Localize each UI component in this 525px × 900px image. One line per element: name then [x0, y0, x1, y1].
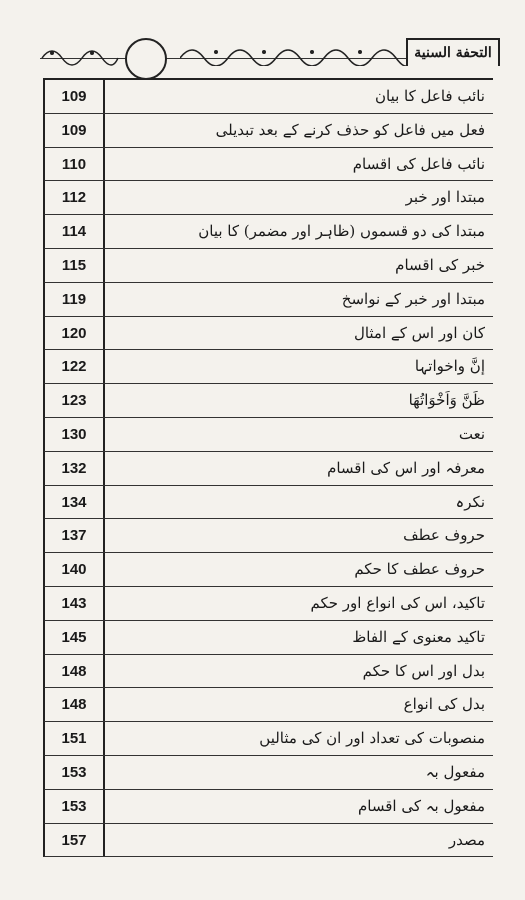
topic-title: حروف عطف کا حکم	[354, 560, 485, 579]
toc-row	[43, 587, 493, 621]
page-number: 157	[45, 824, 105, 857]
topic-title: مبتدا اور خبر	[405, 188, 485, 207]
toc-row	[43, 418, 493, 452]
page-number: 112	[45, 181, 105, 214]
toc-row	[43, 384, 493, 418]
topic-title: نکرہ	[455, 492, 485, 511]
topic-title: مصدر	[448, 830, 485, 849]
topic-title: ظَنَّ وَاَخْوَاتُهَا	[408, 391, 485, 410]
toc-row	[43, 756, 493, 790]
toc-row	[43, 553, 493, 587]
toc-row	[43, 452, 493, 486]
page-number: 151	[45, 722, 105, 755]
page-number: 137	[45, 519, 105, 552]
page-number: 115	[45, 249, 105, 282]
topic-title: بدل کی انواع	[403, 695, 485, 714]
topic-title: تاکید، اس کی انواع اور حکم	[310, 593, 485, 612]
ornament-scroll-icon	[180, 40, 410, 66]
ornament-left-icon	[40, 40, 120, 66]
toc-row	[43, 148, 493, 182]
toc-row	[43, 688, 493, 722]
toc-row	[43, 215, 493, 249]
topic-title: مفعول بہ کی اقسام	[358, 796, 485, 815]
toc-row	[43, 181, 493, 215]
topic-title: مفعول بہ	[425, 762, 485, 781]
topic-title: نائب فاعل کا بیان	[374, 87, 485, 105]
toc-row	[43, 519, 493, 553]
page-number: 119	[45, 283, 105, 316]
toc-row	[43, 655, 493, 689]
page-number: 122	[45, 350, 105, 383]
topic-title: مبتدا اور خبر کے نواسخ	[341, 289, 485, 308]
toc-row	[43, 486, 493, 520]
page-number: 140	[45, 553, 105, 586]
toc-row	[43, 249, 493, 283]
page-number: 123	[45, 384, 105, 417]
topic-title: مبتدا کی دو قسموں (ظاہر اور مضمر) کا بیان	[198, 222, 485, 241]
page-number: 120	[45, 317, 105, 350]
topic-title: معرفہ اور اس کی اقسام	[327, 458, 485, 477]
toc-row	[43, 283, 493, 317]
topic-title: خبر کی اقسام	[395, 255, 485, 274]
page-number: 143	[45, 587, 105, 620]
medallion-icon	[125, 38, 167, 80]
topic-title: فعل میں فاعل کو حذف کرنے کے بعد تبدیلی	[215, 120, 485, 139]
table-of-contents	[43, 78, 493, 857]
page-number: 114	[45, 215, 105, 248]
page-number: 130	[45, 418, 105, 451]
topic-title: نائب فاعل کی اقسام	[352, 154, 485, 173]
toc-row	[43, 790, 493, 824]
page-number: 109	[45, 114, 105, 147]
toc-row	[43, 80, 493, 114]
page-number: 110	[45, 148, 105, 181]
topic-title: نعت	[458, 424, 485, 443]
toc-row	[43, 317, 493, 351]
topic-title: تاکید معنوی کے الفاظ	[352, 627, 485, 646]
toc-row	[43, 824, 493, 858]
toc-row	[43, 350, 493, 384]
page-number: 148	[45, 688, 105, 721]
page-number: 145	[45, 621, 105, 654]
page-number: 132	[45, 452, 105, 485]
header-title: التحفة السنية	[406, 38, 500, 66]
toc-row	[43, 722, 493, 756]
page-number: 148	[45, 655, 105, 688]
page-number: 134	[45, 486, 105, 519]
topic-title: منصوبات کی تعداد اور ان کی مثالیں	[259, 729, 485, 748]
page-number: 153	[45, 790, 105, 823]
page-header	[40, 38, 500, 68]
page-number: 153	[45, 756, 105, 789]
toc-row	[43, 114, 493, 148]
topic-title: بدل اور اس کا حکم	[362, 661, 485, 680]
topic-title: کان اور اس کے امثال	[353, 323, 485, 342]
topic-title: حروف عطف	[403, 526, 485, 545]
toc-row	[43, 621, 493, 655]
topic-title: إنَّ واخواتہا	[414, 357, 485, 376]
page-number: 109	[45, 80, 105, 113]
